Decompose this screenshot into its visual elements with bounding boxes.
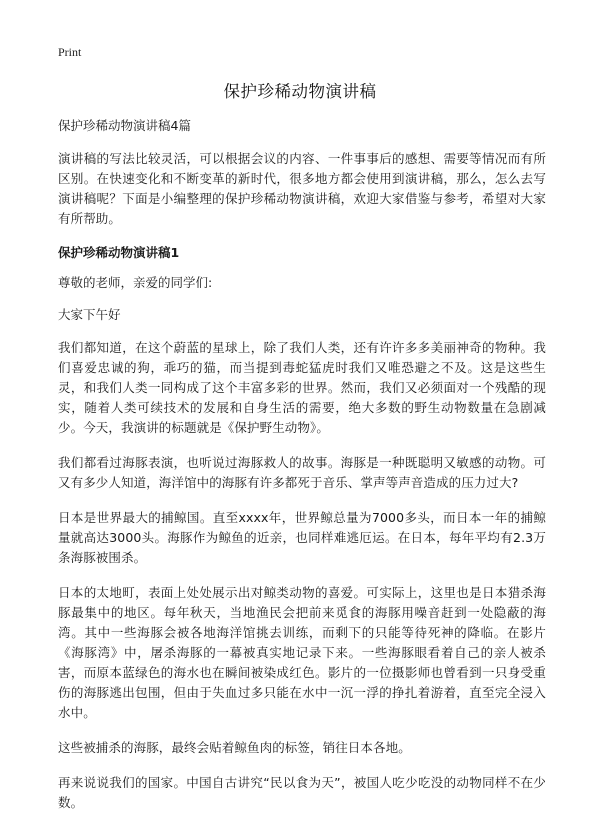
section-heading: 保护珍稀动物演讲稿1 (58, 245, 180, 260)
body-paragraph: 日本是世界最大的捕鲸国。直至xxxx年，世界鲸总量为7000多头，而日本一年的捕鲸量就高达3000头。海豚作为鲸鱼的近亲，也同样难逃厄运。在日本，每年平均有2.3万条海豚被围杀。 (58, 510, 546, 565)
body-paragraph: 这些被捕杀的海豚，最终会贴着鲸鱼肉的标签，销往日本各地。 (58, 740, 411, 755)
intro-paragraph: 演讲稿的写法比较灵活，可以根据会议的内容、一件事事后的感想、需要等情况而有所区别。在快速变化和不断变革的新时代，很多地方都会使用到演讲稿，那么，怎么去写演讲稿呢？下面是小编整理的保护珍稀动物演讲稿，欢迎大家借鉴与参考，希望对大家有所帮助。 (58, 151, 546, 226)
body-paragraph: 我们都看过海豚表演，也听说过海豚救人的故事。海豚是一种既聪明又敏感的动物。可又有多少人知道，海洋馆中的海豚有许多都死于音乐、掌声等声音造成的压力过大? (58, 455, 546, 490)
page-title: 保护珍稀动物演讲稿 (223, 82, 377, 101)
body-paragraph: 我们都知道，在这个蔚蓝的星球上，除了我们人类，还有许许多多美丽神奇的物种。我们喜爱忠诚的狗，乖巧的猫，而当提到毒蛇猛虎时我们又唯恐避之不及。这是这些生灵，和我们人类一同构成了这个丰富多彩的世界。然而，我们又必须面对一个残酷的现实，随着人类可续技术的发展和自身生活的需要，绝大多数的野生动物数量在急剧减少。今天，我演讲的标题就是《保护野生动物》。 (58, 340, 546, 435)
salutation-line: 大家下午好 (58, 307, 121, 322)
document-subtitle: 保护珍稀动物演讲稿4篇 (58, 118, 191, 133)
greeting-line: 尊敬的老师，亲爱的同学们: (58, 275, 213, 290)
document-body (58, 117, 546, 828)
body-paragraph: 日本的太地町，表面上处处展示出对鲸类动物的喜爱。可实际上，这里也是日本猎杀海豚最集中的地区。每年秋天，当地渔民会把前来觅食的海豚用噪音赶到一处隐蔽的海湾。其中一些海豚会被各地海洋馆挑去训练，而剩下的只能等待死神的降临。在影片《海豚湾》中，屠杀海豚的一幕被真实地记录下来。一些海豚眼看着自己的亲人被杀害，而原本蓝绿色的海水也在瞬间被染成红色。影片的一位摄影师也曾看到一只身受重伤的海豚逃出包围，但由于失血过多只能在水中一沉一浮的挣扎着游着，直至完全浸入水中。 (58, 585, 546, 720)
body-paragraph: 再来说说我们的国家。中国自古讲究“民以食为天”，被国人吃少吃没的动物同样不在少数。 (58, 775, 546, 810)
print-link[interactable]: Print (58, 45, 82, 59)
